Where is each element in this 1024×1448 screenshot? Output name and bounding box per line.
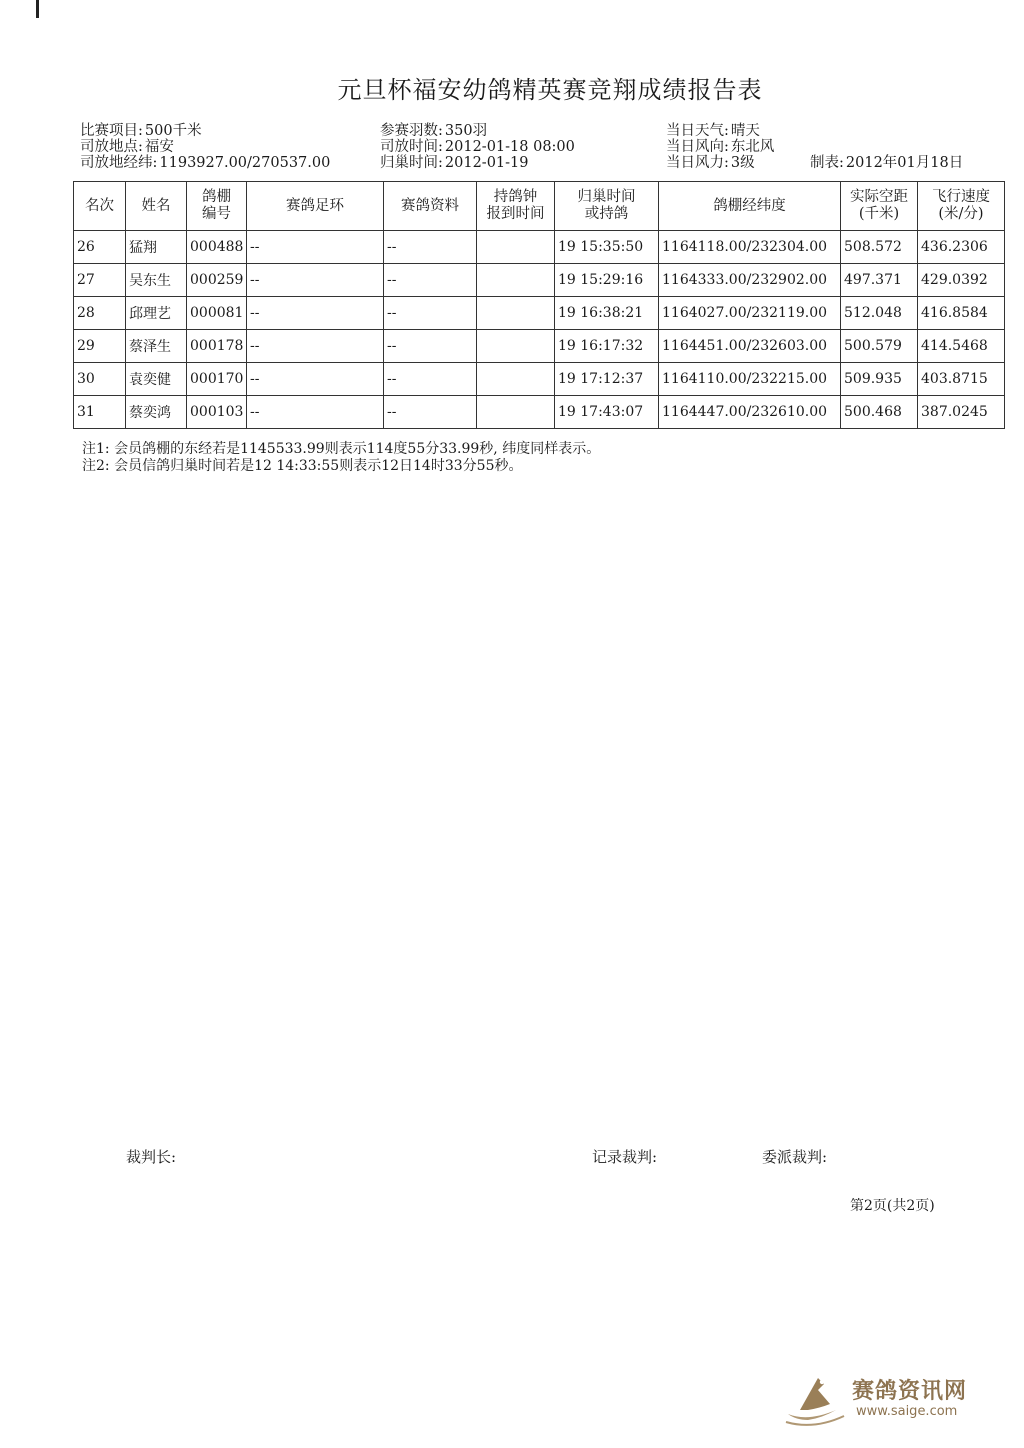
made-date-info [810, 155, 963, 171]
cell-name: 吴东生 [126, 264, 187, 297]
cell-speed: 416.8584 [918, 297, 1005, 330]
cell-bird-info: -- [384, 330, 477, 363]
col-rank: 名次 [74, 182, 126, 231]
weather-label: 当日天气: [666, 123, 729, 139]
col-coords: 鸽棚经纬度 [659, 182, 841, 231]
cell-clock-time [477, 231, 555, 264]
cell-name: 袁奕健 [126, 363, 187, 396]
cell-return-time: 19 15:35:50 [555, 231, 659, 264]
cell-speed: 387.0245 [918, 396, 1005, 429]
col-distance: 实际空距 (千米) [841, 182, 918, 231]
chief-referee-label: 裁判长: [126, 1148, 177, 1166]
release-coords-label: 司放地经纬: [80, 155, 158, 171]
cell-loft-id: 000259 [187, 264, 247, 297]
cell-coords: 1164333.00/232902.00 [659, 264, 841, 297]
cell-ring: -- [247, 330, 384, 363]
note-1: 注1: 会员鸽棚的东经若是1145533.99则表示114度55分33.99秒, 纬度同样表示。 [82, 441, 601, 457]
table-row [74, 297, 1005, 330]
recorder-referee-label: 记录裁判: [592, 1148, 658, 1166]
cell-ring: -- [247, 231, 384, 264]
weather-value: 晴天 [730, 123, 760, 139]
event-info [80, 123, 202, 139]
cell-speed: 436.2306 [918, 231, 1005, 264]
cell-speed: 414.5468 [918, 330, 1005, 363]
made-date-value: 2012年01月18日 [845, 155, 964, 171]
cell-clock-time [477, 297, 555, 330]
cell-clock-time [477, 330, 555, 363]
cell-loft-id: 000488 [187, 231, 247, 264]
event-label: 比赛项目: [80, 123, 143, 139]
birds-value: 350羽 [444, 123, 488, 139]
weather-info [666, 123, 760, 139]
table-header-row [74, 182, 1005, 231]
cell-clock-time [477, 363, 555, 396]
table-row [74, 264, 1005, 297]
cell-rank: 31 [74, 396, 126, 429]
cell-coords: 1164110.00/232215.00 [659, 363, 841, 396]
return-time-value: 2012-01-19 [444, 155, 529, 171]
wind-force-value: 3级 [730, 155, 755, 171]
release-place-info [80, 139, 174, 155]
release-place-label: 司放地点: [80, 139, 143, 155]
table-row [74, 363, 1005, 396]
cell-bird-info: -- [384, 396, 477, 429]
col-bird-info: 赛鸽资料 [384, 182, 477, 231]
cell-name: 猛翔 [126, 231, 187, 264]
cell-coords: 1164027.00/232119.00 [659, 297, 841, 330]
release-time-value: 2012-01-18 08:00 [444, 139, 575, 155]
col-clock-time: 持鸽钟 报到时间 [477, 182, 555, 231]
release-place-value: 福安 [144, 139, 174, 155]
wind-direction-info [666, 139, 774, 155]
cell-clock-time [477, 396, 555, 429]
page-number: 第2页(共2页) [850, 1198, 935, 1214]
cell-ring: -- [247, 297, 384, 330]
table-row [74, 231, 1005, 264]
cell-distance: 497.371 [841, 264, 918, 297]
results-body [74, 231, 1005, 429]
wind-force-info [666, 155, 755, 171]
cell-return-time: 19 17:43:07 [555, 396, 659, 429]
results-table [73, 181, 1005, 429]
cell-name: 邱理艺 [126, 297, 187, 330]
cell-rank: 27 [74, 264, 126, 297]
note-2: 注2: 会员信鸽归巢时间若是12 14:33:55则表示12日14时33分55秒。 [82, 458, 523, 474]
wind-direction-label: 当日风向: [666, 139, 729, 155]
watermark-url: www.saige.com [856, 1404, 958, 1419]
col-speed: 飞行速度 (米/分) [918, 182, 1005, 231]
release-coords-value: 1193927.00/270537.00 [159, 155, 331, 171]
cell-bird-info: -- [384, 264, 477, 297]
col-return-time: 归巢时间 或持鸽 [555, 182, 659, 231]
cell-loft-id: 000178 [187, 330, 247, 363]
cell-return-time: 19 15:29:16 [555, 264, 659, 297]
cell-rank: 29 [74, 330, 126, 363]
cell-ring: -- [247, 264, 384, 297]
cell-distance: 509.935 [841, 363, 918, 396]
birds-info [380, 123, 487, 139]
cell-loft-id: 000103 [187, 396, 247, 429]
site-watermark [778, 1370, 988, 1432]
col-name: 姓名 [126, 182, 187, 231]
cell-distance: 500.579 [841, 330, 918, 363]
cell-distance: 508.572 [841, 231, 918, 264]
notes [82, 441, 600, 475]
wind-direction-value: 东北风 [730, 139, 775, 155]
made-date-label: 制表: [810, 155, 844, 171]
report-title: 元旦杯福安幼鸽精英赛竞翔成绩报告表 [337, 76, 763, 104]
return-time-label: 归巢时间: [380, 155, 443, 171]
table-row [74, 330, 1005, 363]
cell-name: 蔡奕鸿 [126, 396, 187, 429]
birds-label: 参赛羽数: [380, 123, 443, 139]
release-coords-info [80, 155, 330, 171]
cell-rank: 30 [74, 363, 126, 396]
cell-name: 蔡泽生 [126, 330, 187, 363]
cell-bird-info: -- [384, 363, 477, 396]
cell-return-time: 19 16:17:32 [555, 330, 659, 363]
cell-coords: 1164118.00/232304.00 [659, 231, 841, 264]
cell-ring: -- [247, 396, 384, 429]
cell-return-time: 19 16:38:21 [555, 297, 659, 330]
cell-speed: 429.0392 [918, 264, 1005, 297]
table-row [74, 396, 1005, 429]
cell-coords: 1164451.00/232603.00 [659, 330, 841, 363]
scan-corner-mark [36, 0, 39, 18]
cell-coords: 1164447.00/232610.00 [659, 396, 841, 429]
release-time-info [380, 139, 575, 155]
cell-return-time: 19 17:12:37 [555, 363, 659, 396]
event-value: 500千米 [144, 123, 202, 139]
cell-rank: 26 [74, 231, 126, 264]
cell-distance: 512.048 [841, 297, 918, 330]
cell-distance: 500.468 [841, 396, 918, 429]
cell-bird-info: -- [384, 231, 477, 264]
col-ring: 赛鸽足环 [247, 182, 384, 231]
cell-speed: 403.8715 [918, 363, 1005, 396]
cell-rank: 28 [74, 297, 126, 330]
pigeon-logo-icon [778, 1370, 850, 1432]
cell-bird-info: -- [384, 297, 477, 330]
wind-force-label: 当日风力: [666, 155, 729, 171]
cell-ring: -- [247, 363, 384, 396]
release-time-label: 司放时间: [380, 139, 443, 155]
col-loft-id: 鸽棚 编号 [187, 182, 247, 231]
cell-clock-time [477, 264, 555, 297]
cell-loft-id: 000170 [187, 363, 247, 396]
delegate-referee-label: 委派裁判: [762, 1148, 828, 1166]
return-time-info [380, 155, 529, 171]
watermark-name: 赛鸽资讯网 [852, 1379, 968, 1404]
cell-loft-id: 000081 [187, 297, 247, 330]
